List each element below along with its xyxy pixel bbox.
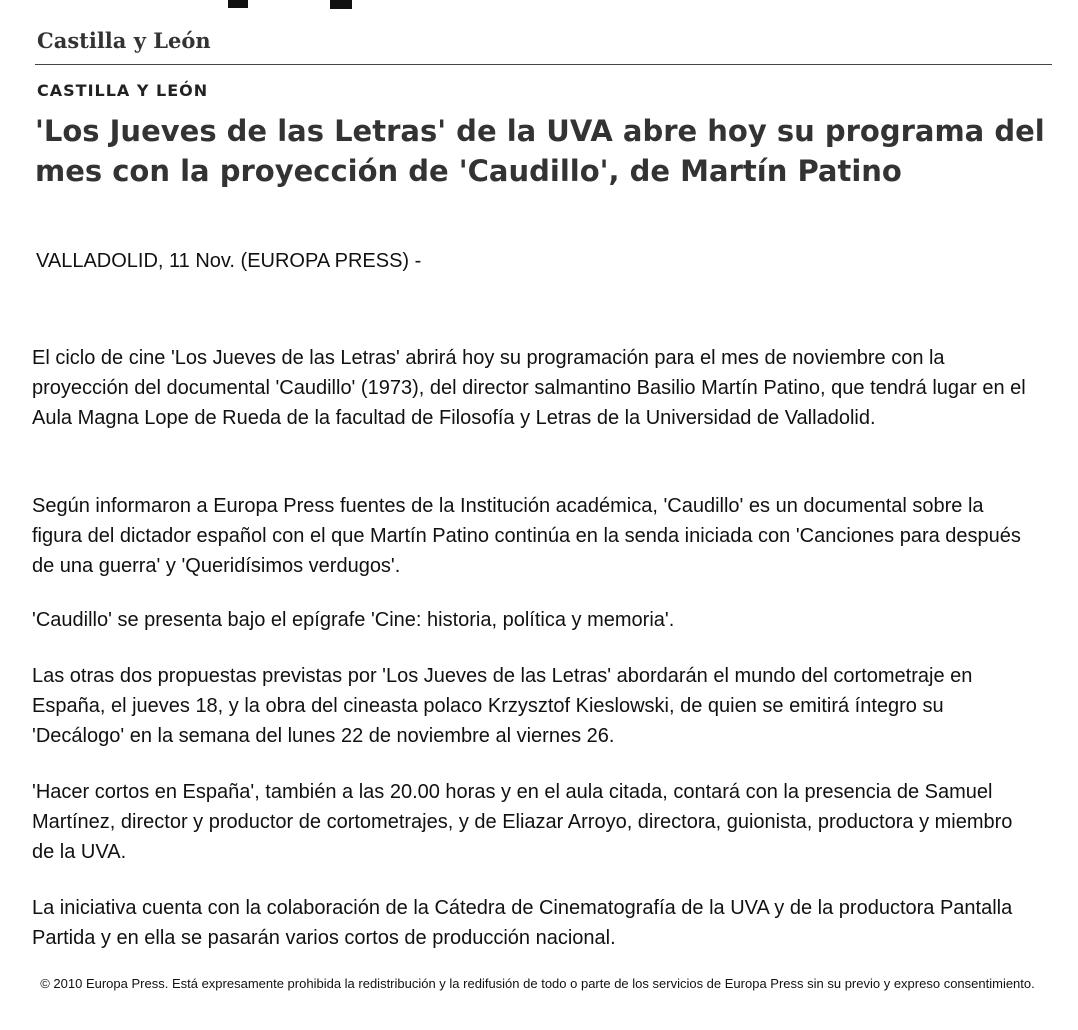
article-paragraph: 'Hacer cortos en España', también a las 20.00 horas y en el aula citada, contará con la presencia de Samuel Martínez, director y productor de cortometrajes, y de Eliazar Arroyo, directora, guionista, productora y miembro de la UVA. xyxy=(32,781,1013,863)
article-headline: 'Los Jueves de las Letras' de la UVA abre hoy su programa del mes con la proyección de 'Caudillo', de Martín Patino xyxy=(35,114,1045,188)
article-paragraph: El ciclo de cine 'Los Jueves de las Letras' abrirá hoy su programación para el mes de noviembre con la proyección del documental 'Caudillo' (1973), del director salmantino Basilio Martín Patino, que tendrá lugar en el Aula Magna Lope de Rueda de la facultad de Filosofía y Letras de la Universidad de Valladolid. xyxy=(32,347,1026,429)
section-title: Castilla y León xyxy=(37,28,211,53)
masthead-fragment xyxy=(228,0,248,8)
masthead-fragment xyxy=(330,0,352,9)
copyright-notice: © 2010 Europa Press. Está expresamente prohibida la redistribución y la redifusión de todo o parte de los servicios de Europa Press sin su previo y expreso consentimiento. xyxy=(40,976,1035,991)
article-paragraph: La iniciativa cuenta con la colaboración de la Cátedra de Cinematografía de la UVA y de la productora Pantalla Partida y en ella se pasarán varios cortos de producción nacional. xyxy=(32,897,1013,949)
article-paragraph: Las otras dos propuestas previstas por 'Los Jueves de las Letras' abordarán el mundo del cortometraje en España, el jueves 18, y la obra del cineasta polaco Krzysztof Kieslowski, de quien se emitirá íntegro su 'Decálogo' en la semana del lunes 22 de noviembre al viernes 26. xyxy=(32,665,973,747)
article-kicker: CASTILLA Y LEÓN xyxy=(37,81,209,100)
article-paragraph: 'Caudillo' se presenta bajo el epígrafe 'Cine: historia, política y memoria'. xyxy=(32,609,675,631)
article-paragraph: Según informaron a Europa Press fuentes de la Institución académica, 'Caudillo' es un documental sobre la figura del dictador español con el que Martín Patino continúa en la senda iniciada con 'Canciones para después de una guerra' y 'Queridísimos verdugos'. xyxy=(32,495,1021,577)
article-dateline: VALLADOLID, 11 Nov. (EUROPA PRESS) - xyxy=(36,250,422,272)
section-divider xyxy=(35,64,1052,65)
